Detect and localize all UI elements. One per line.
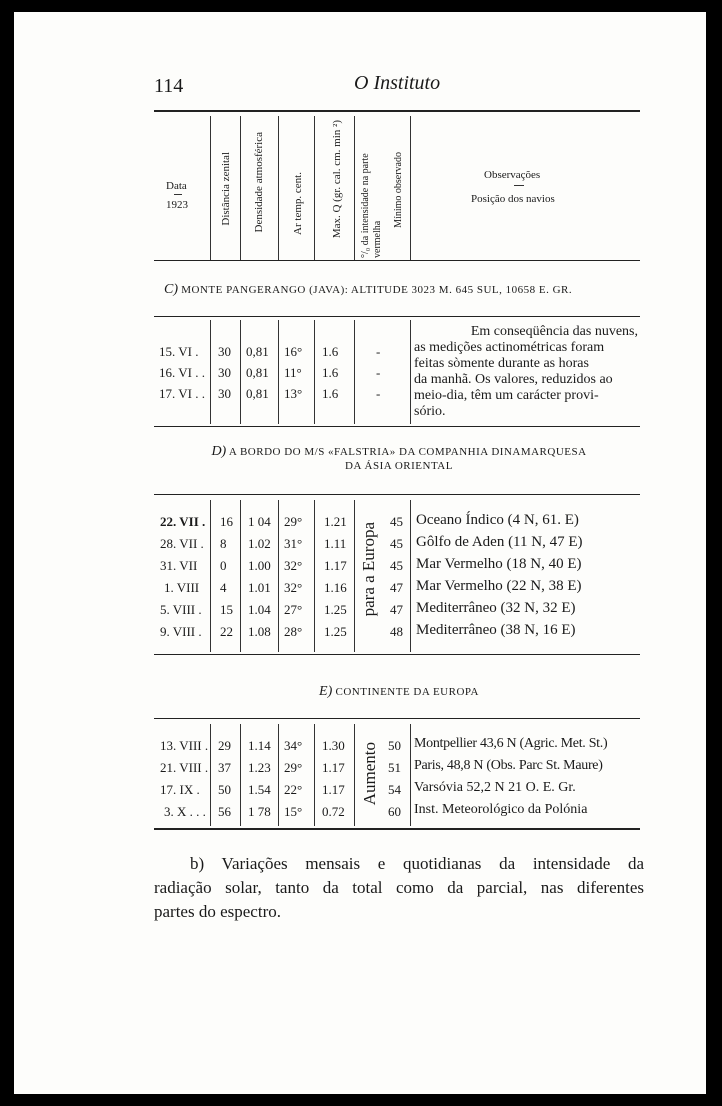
row-maxq: 1.6 bbox=[322, 386, 339, 401]
section-d-letter: D) bbox=[211, 444, 227, 459]
note-line: da manhã. Os valores, reduzidos ao bbox=[414, 372, 613, 387]
col-separator bbox=[210, 724, 211, 826]
row-density: 0,81 bbox=[246, 386, 269, 401]
row-density: 1.23 bbox=[248, 760, 271, 775]
section-c-letter: C) bbox=[164, 282, 178, 297]
row-observation: Mediterrâneo (32 N, 32 E) bbox=[416, 600, 576, 616]
col-date-head: Data bbox=[166, 180, 187, 192]
col-separator bbox=[410, 320, 411, 424]
row-minimum: 48 bbox=[390, 624, 403, 639]
paragraph-line: b) Variações mensais e quotidianas da intensidade da bbox=[190, 854, 644, 873]
row-maxq: 1.11 bbox=[324, 536, 347, 551]
note-line: sório. bbox=[414, 404, 446, 419]
row-zenith: 37 bbox=[218, 760, 231, 775]
row-date: 9. VIII . bbox=[160, 624, 202, 639]
row-minimum: 47 bbox=[390, 580, 403, 595]
row-maxq: 1.17 bbox=[322, 760, 345, 775]
row-zenith: 30 bbox=[218, 344, 231, 359]
row-observation: Oceano Índico (4 N, 61. E) bbox=[416, 512, 579, 528]
row-maxq: 0.72 bbox=[322, 804, 345, 819]
row-density: 1.14 bbox=[248, 738, 271, 753]
row-date: 31. VII bbox=[160, 558, 198, 573]
section-c-title: MONTE PANGERANGO (JAVA): ALTITUDE 3023 M. 645 SUL, 10658 E. GR. bbox=[181, 284, 573, 296]
row-date: 5. VIII . bbox=[160, 602, 202, 617]
section-e-top-rule bbox=[154, 718, 640, 719]
row-minimum: 45 bbox=[390, 514, 403, 529]
row-minimum: 60 bbox=[388, 804, 401, 819]
col-separator bbox=[240, 116, 241, 260]
section-c-top-rule bbox=[154, 316, 640, 317]
row-temp: 34° bbox=[284, 738, 303, 753]
row-density: 1 04 bbox=[248, 514, 271, 529]
row-red: - bbox=[376, 344, 381, 359]
row-density: 1.04 bbox=[248, 602, 271, 617]
col-airtemp-head: Ar temp. cent. bbox=[292, 172, 304, 235]
row-observation: Mediterrâneo (38 N, 16 E) bbox=[416, 622, 576, 638]
row-zenith: 4 bbox=[220, 580, 227, 595]
section-e-letter: E) bbox=[319, 684, 333, 699]
col-year-head: 1923 bbox=[166, 199, 188, 211]
row-density: 1 78 bbox=[248, 804, 271, 819]
row-minimum: 54 bbox=[388, 782, 401, 797]
note-line: feitas sòmente durante as horas bbox=[414, 356, 589, 371]
row-density: 1.54 bbox=[248, 782, 271, 797]
col-red-head: °/₀ da intensidade na parte vermelha bbox=[360, 153, 383, 258]
row-zenith: 29 bbox=[218, 738, 231, 753]
col-separator bbox=[354, 320, 355, 424]
row-date: 3. X . . . bbox=[164, 804, 206, 819]
row-observation: Paris, 48,8 N (Obs. Parc St. Maure) bbox=[414, 758, 603, 773]
row-maxq: 1.30 bbox=[322, 738, 345, 753]
row-date: 17. VI . . bbox=[159, 386, 205, 401]
row-observation: Gôlfo de Aden (11 N, 47 E) bbox=[416, 534, 583, 550]
row-maxq: 1.16 bbox=[324, 580, 347, 595]
col-separator bbox=[240, 724, 241, 826]
col-minimum-head: Mínimo observado bbox=[393, 152, 404, 228]
row-zenith: 56 bbox=[218, 804, 231, 819]
section-c-bottom-rule bbox=[154, 426, 640, 427]
col-separator bbox=[314, 500, 315, 652]
section-d-bottom-rule bbox=[154, 654, 640, 655]
col-zenith-head: Distância zenital bbox=[220, 152, 232, 226]
row-observation: Montpellier 43,6 N (Agric. Met. St.) bbox=[414, 736, 608, 751]
col-positions-head: Posição dos navios bbox=[471, 193, 555, 205]
row-zenith: 30 bbox=[218, 365, 231, 380]
col-separator bbox=[240, 500, 241, 652]
header-bottom-rule bbox=[154, 260, 640, 261]
section-d-title-2: DA ÁSIA ORIENTAL bbox=[345, 460, 453, 472]
row-observation: Inst. Meteorológico da Polónia bbox=[414, 802, 588, 817]
section-d-title-1: A BORDO DO M/S «FALSTRIA» DA COMPANHIA DINAMARQUESA bbox=[228, 446, 587, 458]
bottom-rule bbox=[154, 828, 640, 830]
row-temp: 27° bbox=[284, 602, 303, 617]
row-density: 1.00 bbox=[248, 558, 271, 573]
row-zenith: 30 bbox=[218, 386, 231, 401]
row-minimum: 45 bbox=[390, 536, 403, 551]
col-separator bbox=[314, 320, 315, 424]
running-title: O Instituto bbox=[354, 72, 441, 94]
row-maxq: 1.17 bbox=[324, 558, 347, 573]
row-date: 21. VIII . bbox=[160, 760, 209, 775]
row-minimum: 47 bbox=[390, 602, 403, 617]
row-maxq: 1.25 bbox=[324, 602, 347, 617]
col-separator bbox=[354, 116, 355, 260]
row-density: 1.01 bbox=[248, 580, 271, 595]
row-temp: 29° bbox=[284, 760, 303, 775]
row-density: 0,81 bbox=[246, 365, 269, 380]
col-separator bbox=[210, 500, 211, 652]
note-line: Em conseqüência das nuvens, bbox=[470, 324, 638, 339]
row-date: 13. VIII . bbox=[160, 738, 209, 753]
col-separator bbox=[240, 320, 241, 424]
row-maxq: 1.17 bbox=[322, 782, 345, 797]
row-maxq: 1.25 bbox=[324, 624, 347, 639]
row-temp: 13° bbox=[284, 386, 303, 401]
col-separator bbox=[278, 500, 279, 652]
row-zenith: 16 bbox=[220, 514, 233, 529]
section-c-note bbox=[414, 324, 638, 420]
row-red: - bbox=[376, 365, 381, 380]
row-observation: Mar Vermelho (18 N, 40 E) bbox=[416, 556, 582, 572]
row-maxq: 1.21 bbox=[324, 514, 347, 529]
top-rule bbox=[154, 110, 640, 112]
paragraph-line: radiação solar, tanto da total como da parcial, nas diferentes bbox=[154, 878, 644, 897]
section-e-title: CONTINENTE DA EUROPA bbox=[335, 686, 479, 698]
col-separator bbox=[210, 320, 211, 424]
row-zenith: 0 bbox=[220, 558, 227, 573]
row-date: 15. VI . bbox=[159, 344, 199, 359]
row-date: 22. VII . bbox=[160, 514, 206, 529]
col-density-head: Densidade atmosférica bbox=[253, 132, 265, 233]
book-page bbox=[14, 12, 706, 1094]
row-zenith: 50 bbox=[218, 782, 231, 797]
row-temp: 29° bbox=[284, 514, 303, 529]
col-separator bbox=[410, 116, 411, 260]
obs-dash bbox=[514, 185, 524, 186]
row-temp: 32° bbox=[284, 580, 303, 595]
row-temp: 11° bbox=[284, 365, 302, 380]
row-minimum: 51 bbox=[388, 760, 401, 775]
col-observations-head: Observações bbox=[484, 169, 541, 181]
row-red: - bbox=[376, 386, 381, 401]
col-separator bbox=[278, 116, 279, 260]
row-zenith: 15 bbox=[220, 602, 233, 617]
row-date: 16. VI . . bbox=[159, 365, 205, 380]
col-separator bbox=[210, 116, 211, 260]
row-temp: 28° bbox=[284, 624, 303, 639]
note-line: as medições actinométricas foram bbox=[414, 340, 605, 355]
row-density: 1.08 bbox=[248, 624, 271, 639]
col-separator bbox=[278, 320, 279, 424]
row-temp: 32° bbox=[284, 558, 303, 573]
row-maxq: 1.6 bbox=[322, 344, 339, 359]
col-separator bbox=[354, 724, 355, 826]
section-e-heading bbox=[164, 684, 634, 700]
row-temp: 22° bbox=[284, 782, 303, 797]
section-d-heading bbox=[164, 444, 634, 472]
row-date: 1. VIII bbox=[164, 580, 200, 595]
row-date: 17. IX . bbox=[160, 782, 200, 797]
paragraph-line: partes do espectro. bbox=[154, 902, 281, 921]
section-d-top-rule bbox=[154, 494, 640, 495]
col-separator bbox=[314, 724, 315, 826]
row-temp: 16° bbox=[284, 344, 303, 359]
section-e-vertical-label: Aumento bbox=[360, 742, 379, 806]
row-minimum: 50 bbox=[388, 738, 401, 753]
row-maxq: 1.6 bbox=[322, 365, 339, 380]
closing-paragraph bbox=[154, 852, 644, 924]
col-separator bbox=[354, 500, 355, 652]
row-minimum: 45 bbox=[390, 558, 403, 573]
section-d-vertical-label: para a Europa bbox=[359, 522, 378, 617]
row-density: 0,81 bbox=[246, 344, 269, 359]
row-observation: Varsóvia 52,2 N 21 O. E. Gr. bbox=[414, 780, 576, 795]
col-maxq-head: Max. Q (gr. cal. cm. min ²) bbox=[331, 120, 343, 239]
row-density: 1.02 bbox=[248, 536, 271, 551]
row-observation: Mar Vermelho (22 N, 38 E) bbox=[416, 578, 582, 594]
page-number: 114 bbox=[154, 75, 184, 97]
section-c-heading bbox=[164, 282, 572, 298]
date-dash bbox=[174, 194, 182, 195]
row-zenith: 22 bbox=[220, 624, 233, 639]
row-temp: 15° bbox=[284, 804, 303, 819]
note-line: meio-dia, têm um carácter provi- bbox=[414, 388, 599, 403]
row-temp: 31° bbox=[284, 536, 303, 551]
col-separator bbox=[278, 724, 279, 826]
row-date: 28. VII . bbox=[160, 536, 204, 551]
col-separator bbox=[314, 116, 315, 260]
col-separator bbox=[410, 500, 411, 652]
col-separator bbox=[410, 724, 411, 826]
row-zenith: 8 bbox=[220, 536, 227, 551]
